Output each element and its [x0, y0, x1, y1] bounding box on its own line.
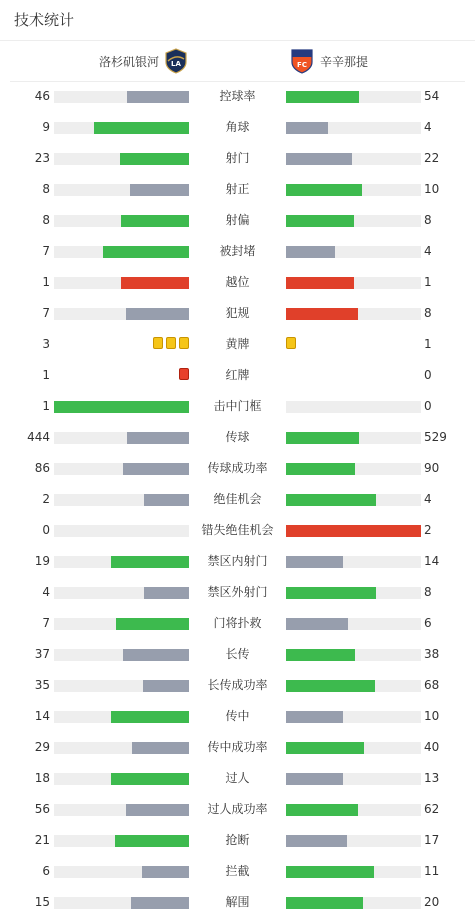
away-bar-fill — [286, 804, 358, 816]
home-bar-track — [54, 122, 189, 134]
stat-label: 控球率 — [219, 89, 256, 103]
stat-row — [0, 453, 475, 484]
away-bar-fill — [286, 215, 354, 227]
stat-row — [0, 794, 475, 825]
home-bar-fill — [126, 804, 189, 816]
away-bar-track — [286, 618, 421, 630]
away-bar-track — [286, 897, 421, 909]
away-value: 6 — [424, 616, 432, 630]
stat-label: 绝佳机会 — [213, 492, 262, 506]
stat-row — [0, 701, 475, 732]
home-bar-track — [54, 680, 189, 692]
home-bar-track — [54, 463, 189, 475]
away-bar-track — [286, 649, 421, 661]
fc-cincinnati-logo-icon — [290, 48, 314, 74]
away-bar-track — [286, 246, 421, 258]
home-team[interactable] — [99, 47, 187, 75]
home-value: 3 — [42, 337, 50, 351]
away-value: 0 — [424, 368, 432, 382]
away-bar-fill — [286, 587, 376, 599]
stat-row — [0, 329, 475, 360]
away-bar-track — [286, 804, 421, 816]
away-bar-fill — [286, 184, 362, 196]
home-bar-fill — [126, 308, 189, 320]
home-value: 7 — [42, 616, 50, 630]
away-value: 1 — [424, 337, 432, 351]
home-bar-track — [54, 556, 189, 568]
away-bar-track — [286, 525, 421, 537]
home-value: 9 — [42, 120, 50, 134]
home-bar-track — [54, 277, 189, 289]
stat-row — [0, 608, 475, 639]
away-value: 1 — [424, 275, 432, 289]
home-value: 7 — [42, 244, 50, 258]
home-value: 1 — [42, 399, 50, 413]
home-bar-track — [54, 587, 189, 599]
stat-row — [0, 670, 475, 701]
home-bar-track — [54, 432, 189, 444]
home-value: 0 — [42, 523, 50, 537]
home-value: 56 — [34, 802, 50, 816]
away-bar-fill — [286, 556, 343, 568]
stat-label: 禁区内射门 — [207, 554, 268, 568]
home-value: 4 — [42, 585, 50, 599]
away-value: 529 — [424, 430, 447, 444]
stat-label: 过人 — [225, 771, 250, 785]
stat-row — [0, 763, 475, 794]
away-bar-fill — [286, 153, 352, 165]
home-value: 7 — [42, 306, 50, 320]
away-bar-track — [286, 401, 421, 413]
away-bar-track — [286, 866, 421, 878]
away-value: 38 — [424, 647, 440, 661]
home-bar-track — [54, 711, 189, 723]
away-bar-fill — [286, 525, 421, 537]
home-bar-fill — [54, 401, 189, 413]
away-team-name: 辛辛那提 — [320, 54, 369, 69]
home-bar-fill — [121, 277, 189, 289]
home-bar-fill — [143, 680, 189, 692]
away-bar-fill — [286, 308, 358, 320]
away-value: 10 — [424, 709, 440, 723]
away-bar-track — [286, 494, 421, 506]
away-bar-track — [286, 91, 421, 103]
home-bar-fill — [131, 897, 189, 909]
team-header — [0, 41, 475, 81]
stat-label: 击中门框 — [213, 399, 262, 413]
stat-label: 长传 — [225, 647, 250, 661]
home-value: 29 — [34, 740, 50, 754]
away-value: 68 — [424, 678, 440, 692]
home-value: 8 — [42, 213, 50, 227]
home-bar-track — [54, 153, 189, 165]
away-bar-fill — [286, 866, 374, 878]
away-bar-fill — [286, 246, 335, 258]
stat-label: 红牌 — [225, 368, 250, 382]
away-value: 4 — [424, 492, 432, 506]
away-bar-track — [286, 587, 421, 599]
home-bar-fill — [144, 494, 189, 506]
home-bar-track — [54, 525, 189, 537]
stat-label: 传中 — [225, 709, 250, 723]
home-bar-track — [54, 773, 189, 785]
stat-label: 过人成功率 — [207, 802, 268, 816]
away-value: 40 — [424, 740, 440, 754]
stat-row — [0, 825, 475, 856]
away-value: 0 — [424, 399, 432, 413]
stat-label: 传球成功率 — [207, 461, 268, 475]
stat-row — [0, 143, 475, 174]
away-bar-fill — [286, 680, 375, 692]
home-bar-track — [54, 866, 189, 878]
away-bar-fill — [286, 835, 347, 847]
away-value: 90 — [424, 461, 440, 475]
home-value: 14 — [34, 709, 50, 723]
away-yellow-cards — [286, 337, 296, 351]
away-bar-track — [286, 773, 421, 785]
home-bar-track — [54, 401, 189, 413]
yellow-card-icon — [166, 337, 176, 349]
away-value: 8 — [424, 213, 432, 227]
stat-label: 抢断 — [225, 833, 250, 847]
home-value: 2 — [42, 492, 50, 506]
stat-row — [0, 577, 475, 608]
home-bar-fill — [123, 649, 189, 661]
away-bar-track — [286, 122, 421, 134]
stat-label: 角球 — [225, 120, 250, 134]
home-bar-fill — [103, 246, 189, 258]
away-value: 10 — [424, 182, 440, 196]
away-bar-fill — [286, 122, 328, 134]
stat-row — [0, 887, 475, 918]
stat-label: 被封堵 — [219, 244, 256, 258]
stat-label: 长传成功率 — [207, 678, 268, 692]
stat-row — [0, 856, 475, 887]
away-value: 11 — [424, 864, 440, 878]
stat-row — [0, 81, 475, 112]
home-bar-fill — [111, 773, 189, 785]
home-bar-track — [54, 308, 189, 320]
home-bar-track — [54, 804, 189, 816]
home-bar-track — [54, 649, 189, 661]
home-bar-fill — [123, 463, 189, 475]
away-bar-fill — [286, 897, 363, 909]
away-bar-fill — [286, 463, 355, 475]
away-bar-track — [286, 308, 421, 320]
stat-label: 犯规 — [225, 306, 250, 320]
home-value: 21 — [34, 833, 50, 847]
home-value: 1 — [42, 275, 50, 289]
away-team[interactable] — [290, 47, 368, 75]
stat-row — [0, 639, 475, 670]
home-bar-track — [54, 184, 189, 196]
home-value: 15 — [34, 895, 50, 909]
stat-label: 禁区外射门 — [207, 585, 268, 599]
home-bar-fill — [120, 153, 189, 165]
stat-row — [0, 360, 475, 391]
stat-label: 黄牌 — [225, 337, 250, 351]
away-bar-track — [286, 742, 421, 754]
stat-row — [0, 546, 475, 577]
stat-label: 传中成功率 — [207, 740, 268, 754]
away-value: 22 — [424, 151, 440, 165]
stat-row — [0, 205, 475, 236]
home-bar-track — [54, 897, 189, 909]
away-bar-fill — [286, 277, 354, 289]
away-bar-track — [286, 184, 421, 196]
home-bar-track — [54, 246, 189, 258]
away-bar-fill — [286, 711, 343, 723]
home-value: 37 — [34, 647, 50, 661]
away-bar-track — [286, 463, 421, 475]
away-bar-fill — [286, 742, 364, 754]
home-bar-fill — [121, 215, 189, 227]
home-bar-fill — [115, 835, 189, 847]
away-bar-track — [286, 711, 421, 723]
home-bar-track — [54, 835, 189, 847]
home-value: 1 — [42, 368, 50, 382]
away-bar-track — [286, 277, 421, 289]
home-value: 8 — [42, 182, 50, 196]
home-bar-track — [54, 91, 189, 103]
home-bar-fill — [94, 122, 189, 134]
la-galaxy-logo-icon — [165, 48, 187, 74]
away-value: 14 — [424, 554, 440, 568]
away-value: 13 — [424, 771, 440, 785]
away-logo-text: FC — [297, 61, 307, 69]
away-bar-track — [286, 215, 421, 227]
away-bar-fill — [286, 618, 348, 630]
stat-label: 解围 — [225, 895, 250, 909]
stat-label: 传球 — [225, 430, 250, 444]
stat-row — [0, 484, 475, 515]
stat-row — [0, 732, 475, 763]
away-bar-fill — [286, 432, 359, 444]
home-bar-fill — [142, 866, 189, 878]
home-value: 23 — [34, 151, 50, 165]
home-value: 35 — [34, 678, 50, 692]
away-value: 17 — [424, 833, 440, 847]
away-value: 20 — [424, 895, 440, 909]
stat-row — [0, 298, 475, 329]
stat-row — [0, 267, 475, 298]
home-value: 19 — [34, 554, 50, 568]
away-bar-track — [286, 153, 421, 165]
away-bar-track — [286, 835, 421, 847]
away-value: 8 — [424, 306, 432, 320]
stat-label: 射偏 — [225, 213, 250, 227]
stat-row — [0, 236, 475, 267]
stat-label: 错失绝佳机会 — [201, 523, 274, 537]
away-bar-fill — [286, 91, 359, 103]
away-bar-track — [286, 556, 421, 568]
home-bar-fill — [130, 184, 189, 196]
stat-row — [0, 515, 475, 546]
stat-label: 射正 — [225, 182, 250, 196]
away-bar-track — [286, 432, 421, 444]
home-bar-track — [54, 494, 189, 506]
away-bar-track — [286, 680, 421, 692]
away-value: 54 — [424, 89, 440, 103]
home-bar-fill — [132, 742, 189, 754]
home-bar-track — [54, 742, 189, 754]
away-value: 4 — [424, 120, 432, 134]
home-bar-fill — [144, 587, 189, 599]
home-bar-fill — [111, 556, 189, 568]
home-team-name: 洛杉矶银河 — [98, 54, 159, 69]
stat-label: 拦截 — [225, 864, 250, 878]
away-bar-fill — [286, 773, 343, 785]
stat-row — [0, 174, 475, 205]
yellow-card-icon — [286, 337, 296, 349]
home-red-cards — [179, 368, 189, 382]
stat-label: 门将扑救 — [213, 616, 262, 630]
home-yellow-cards — [153, 337, 189, 351]
home-bar-track — [54, 215, 189, 227]
away-bar-fill — [286, 494, 376, 506]
away-bar-fill — [286, 649, 355, 661]
yellow-card-icon — [179, 337, 189, 349]
away-value: 8 — [424, 585, 432, 599]
home-value: 46 — [34, 89, 50, 103]
page-title: 技术统计 — [14, 11, 75, 29]
home-bar-fill — [116, 618, 189, 630]
home-bar-fill — [127, 432, 189, 444]
home-value: 18 — [34, 771, 50, 785]
red-card-icon — [179, 368, 189, 380]
home-bar-track — [54, 618, 189, 630]
stat-label: 越位 — [225, 275, 250, 289]
stat-row — [0, 422, 475, 453]
stat-row — [0, 391, 475, 422]
home-value: 444 — [27, 430, 50, 444]
home-bar-fill — [111, 711, 189, 723]
home-value: 6 — [42, 864, 50, 878]
away-value: 2 — [424, 523, 432, 537]
away-value: 62 — [424, 802, 440, 816]
home-value: 86 — [34, 461, 50, 475]
away-value: 4 — [424, 244, 432, 258]
home-bar-fill — [127, 91, 189, 103]
stat-row — [0, 112, 475, 143]
home-logo-text: LA — [171, 60, 181, 68]
yellow-card-icon — [153, 337, 163, 349]
stat-label: 射门 — [225, 151, 250, 165]
